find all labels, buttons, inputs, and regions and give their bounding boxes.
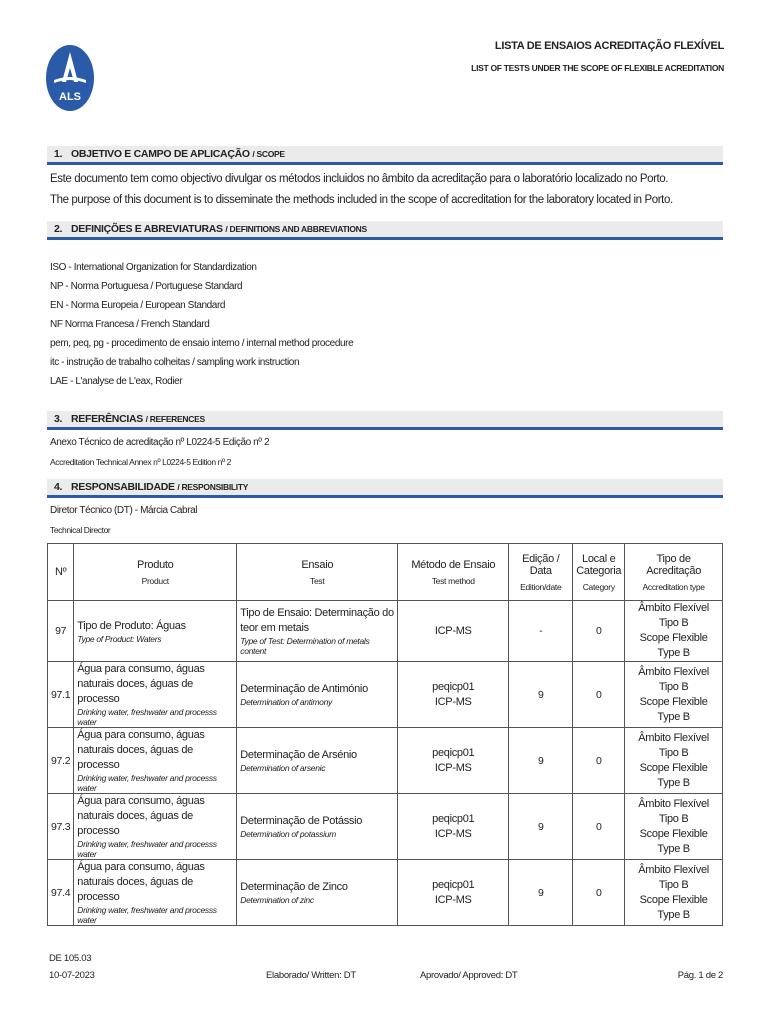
section-title-en: / REFERENCES [145,414,205,424]
row-edition: 9 [509,860,573,926]
row-edition: 9 [509,728,573,794]
row-category: 0 [573,662,625,728]
section-number: 2. [54,223,63,235]
row-type: Âmbito Flexível Tipo B Scope Flexible Type B [625,662,723,728]
table-row [48,860,723,926]
section-heading-references [47,411,723,430]
row-edition: - [509,601,573,662]
row-category: 0 [573,794,625,860]
row-test: Determinação de Potássio Determination of potassium [237,794,398,860]
header-type: Tipo de Acreditação Accreditation type [625,544,723,601]
table-row [48,662,723,728]
row-num: 97.3 [48,794,74,860]
responsibility-text-pt: Diretor Técnico (DT) - Márcia Cabral [50,505,198,516]
als-logo [45,44,95,112]
definition-item: itc - instrução de trabalho colheitas / sampling work instruction [50,357,300,368]
section-number: 4. [54,481,63,493]
row-method: peqicp01 ICP-MS [398,728,509,794]
section-title: RESPONSABILIDADE [71,481,175,493]
row-test: Determinação de Zinco Determination of zinc [237,860,398,926]
row-num: 97 [48,601,74,662]
definition-item: ISO - International Organization for Standardization [50,262,257,273]
row-num: 97.1 [48,662,74,728]
row-method: ICP-MS [398,601,509,662]
section-number: 1. [54,148,63,160]
document-subtitle: LIST OF TESTS UNDER THE SCOPE OF FLEXIBLE ACREDITATION [471,63,724,73]
written-by: Elaborado/ Written: DT [266,970,356,981]
definition-item: pem, peq, pg - procedimento de ensaio interno / internal method procedure [50,338,354,349]
section-title: DEFINIÇÕES E ABREVIATURAS [71,223,223,235]
section-title-en: / RESPONSIBILITY [177,482,249,492]
row-category: 0 [573,601,625,662]
section-number: 3. [54,413,63,425]
row-category: 0 [573,728,625,794]
row-product: Água para consumo, águas naturais doces, águas de processo Drinking water, freshwater and processs water [74,794,237,860]
row-test: Determinação de Antimónio Determination of antimony [237,662,398,728]
row-product: Água para consumo, águas naturais doces, águas de processo Drinking water, freshwater and processs water [74,728,237,794]
row-num: 97.2 [48,728,74,794]
responsibility-text-en: Technical Director [50,525,111,535]
definition-item: NF Norma Francesa / French Standard [50,319,210,330]
row-product: Água para consumo, águas naturais doces, águas de processo Drinking water, freshwater and processs water [74,662,237,728]
table-row [48,728,723,794]
approved-by: Aprovado/ Approved: DT [420,970,518,981]
page-number: Pág. 1 de 2 [677,970,723,981]
section-title: OBJETIVO E CAMPO DE APLICAÇÃO [71,148,250,160]
row-type: Âmbito Flexível Tipo B Scope Flexible Type B [625,860,723,926]
section-title: REFERÊNCIAS [71,413,143,425]
table-row [48,601,723,662]
reference-text-en: Accreditation Technical Annex nº L0224-5 Edition nº 2 [50,457,231,467]
definition-item: NP - Norma Portuguesa / Portuguese Standard [50,281,243,292]
doc-date: 10-07-2023 [49,970,95,981]
header-test: Ensaio Test [237,544,398,601]
row-type: Âmbito Flexível Tipo B Scope Flexible Type B [625,728,723,794]
header-edition: Edição / Data Edition/date [509,544,573,601]
row-edition: 9 [509,662,573,728]
row-test: Determinação de Arsénio Determination of arsenic [237,728,398,794]
table-header-row [48,544,723,601]
table-row [48,794,723,860]
section-heading-responsibility [47,479,723,498]
section-heading-definitions [47,221,723,240]
section-title-en: / SCOPE [252,149,285,159]
section-title-en: / DEFINITIONS AND ABBREVIATIONS [225,224,367,234]
row-edition: 9 [509,794,573,860]
row-method: peqicp01 ICP-MS [398,860,509,926]
scope-text-pt: Este documento tem como objectivo divulgar os métodos incluidos no âmbito da acreditação para o laboratório localizado no Porto. [50,173,669,185]
header-product: Produto Product [74,544,237,601]
row-type: Âmbito Flexível Tipo B Scope Flexible Type B [625,601,723,662]
document-title: LISTA DE ENSAIOS ACREDITAÇÃO FLEXÍVEL [494,40,724,52]
row-product: Tipo de Produto: Águas Type of Product: Waters [74,601,237,662]
row-category: 0 [573,860,625,926]
header-category: Local e Categoria Category [573,544,625,601]
definition-item: LAE - L'analyse de L'eax, Rodier [50,376,183,387]
reference-text-pt: Anexo Técnico de acreditação nº L0224-5 Edição nº 2 [50,437,270,448]
doc-code: DE 105.03 [49,953,92,964]
scope-text-en: The purpose of this document is to disseminate the methods included in the scope of accreditation for the laboratory located in Porto. [50,194,673,206]
tests-table [47,543,723,926]
row-product: Água para consumo, águas naturais doces, águas de processo Drinking water, freshwater and processs water [74,860,237,926]
row-num: 97.4 [48,860,74,926]
row-method: peqicp01 ICP-MS [398,794,509,860]
svg-text:ALS: ALS [59,91,81,103]
definition-item: EN - Norma Europeia / European Standard [50,300,226,311]
row-type: Âmbito Flexível Tipo B Scope Flexible Type B [625,794,723,860]
row-method: peqicp01 ICP-MS [398,662,509,728]
section-heading-scope [47,146,723,165]
row-test: Tipo de Ensaio: Determinação do teor em metais Type of Test: Determination of metals content [237,601,398,662]
header-method: Método de Ensaio Test method [398,544,509,601]
header-num: Nº [48,544,74,601]
